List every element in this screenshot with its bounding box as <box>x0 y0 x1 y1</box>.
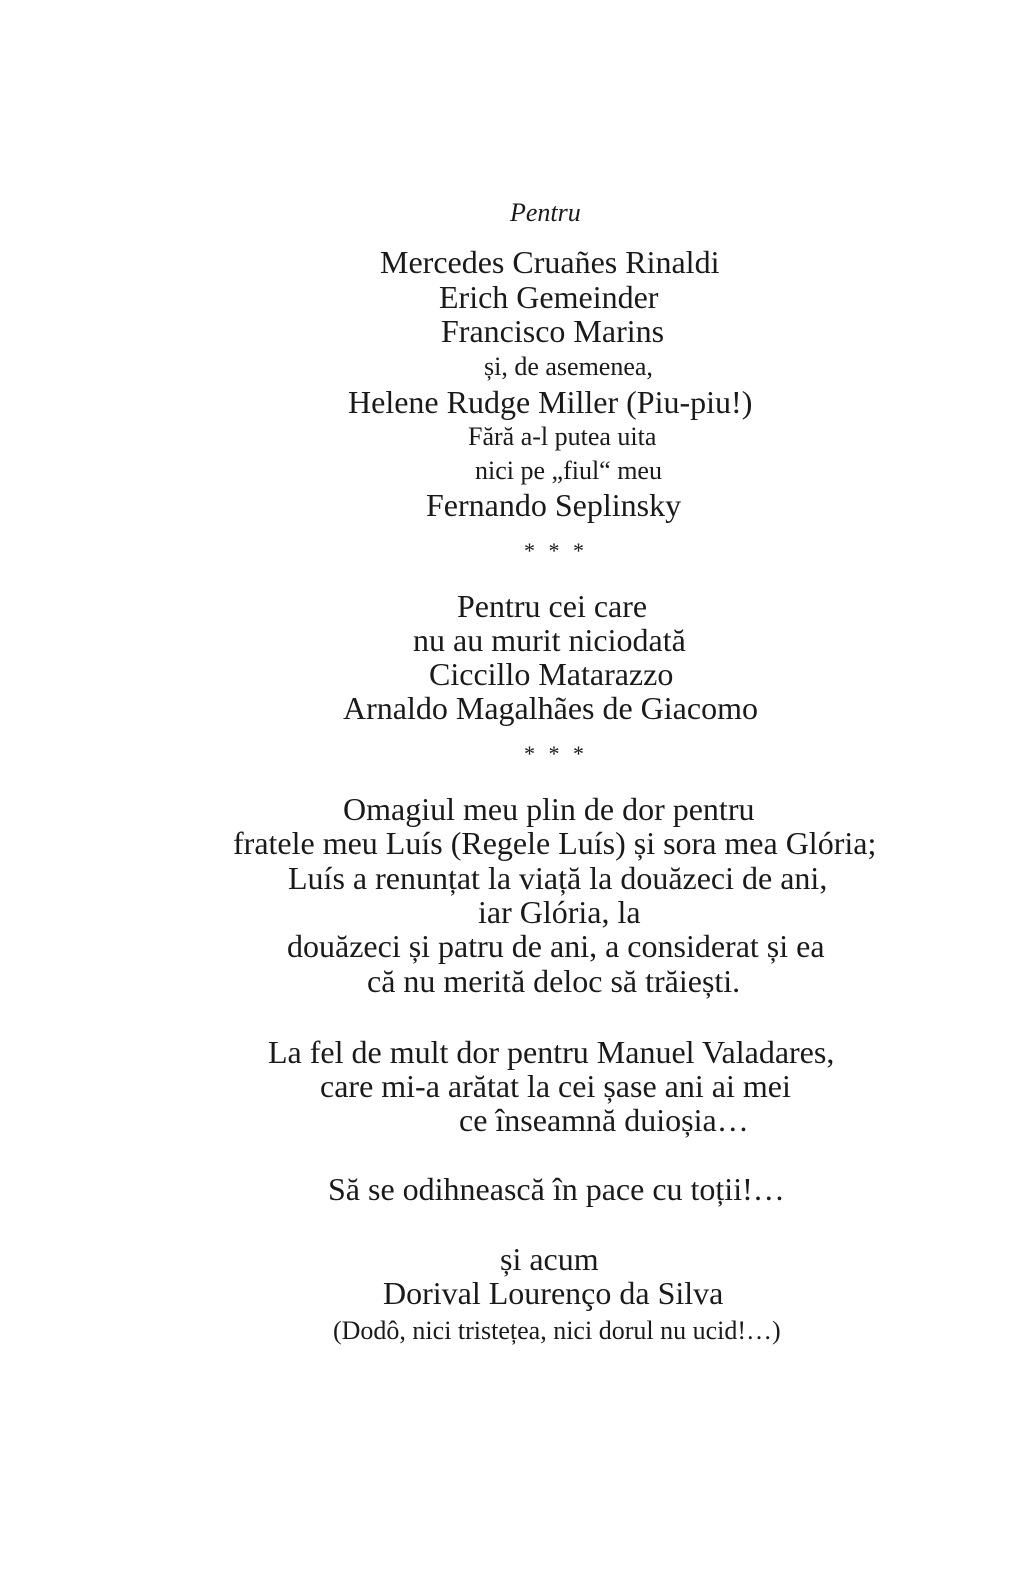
tribute-line: Luís a renunțat la viață la douăzeci de ani, <box>288 860 828 896</box>
never-died-line: Pentru cei care <box>457 588 648 624</box>
separator: * * * <box>524 538 588 563</box>
tribute-line: douăzeci și patru de ani, a considerat și ea <box>287 928 825 964</box>
dedication-name-fernando: Fernando Seplinsky <box>426 487 682 523</box>
closing-note: (Dodô, nici tristețea, nici dorul nu ucid!…) <box>333 1316 781 1345</box>
manuel-line: care mi-a arătat la cei șase ani ai mei <box>320 1068 791 1104</box>
dedication-name: Francisco Marins <box>441 313 665 349</box>
dedication-forget-line: Fără a-l putea uita <box>468 422 657 451</box>
closing-now: și acum <box>500 1241 599 1277</box>
tribute-line: iar Glória, la <box>478 894 641 930</box>
tribute-line: că nu merită deloc să trăiești. <box>367 963 741 999</box>
rest-in-peace: Să se odihnească în pace cu toții!… <box>328 1171 785 1207</box>
dedication-name: Erich Gemeinder <box>439 279 659 315</box>
dedication-heading: Pentru <box>510 198 581 227</box>
dedication-also: și, de asemenea, <box>484 352 653 381</box>
tribute-line: Omagiul meu plin de dor pentru <box>343 791 755 827</box>
closing-name: Dorival Lourenço da Silva <box>383 1275 724 1311</box>
manuel-line: ce înseamnă duioșia… <box>459 1102 749 1138</box>
never-died-line: Ciccillo Matarazzo <box>429 656 674 692</box>
never-died-line: Arnaldo Magalhães de Giacomo <box>343 690 758 726</box>
dedication-name: Mercedes Cruañes Rinaldi <box>380 244 720 280</box>
tribute-line: fratele meu Luís (Regele Luís) și sora mea Glória; <box>233 825 877 861</box>
manuel-line: La fel de mult dor pentru Manuel Valadares, <box>268 1034 835 1070</box>
separator: * * * <box>524 741 588 766</box>
never-died-line: nu au murit niciodată <box>413 622 686 658</box>
dedication-name-helene: Helene Rudge Miller (Piu-piu!) <box>348 384 753 420</box>
dedication-forget-line: nici pe „fiul“ meu <box>475 456 662 485</box>
